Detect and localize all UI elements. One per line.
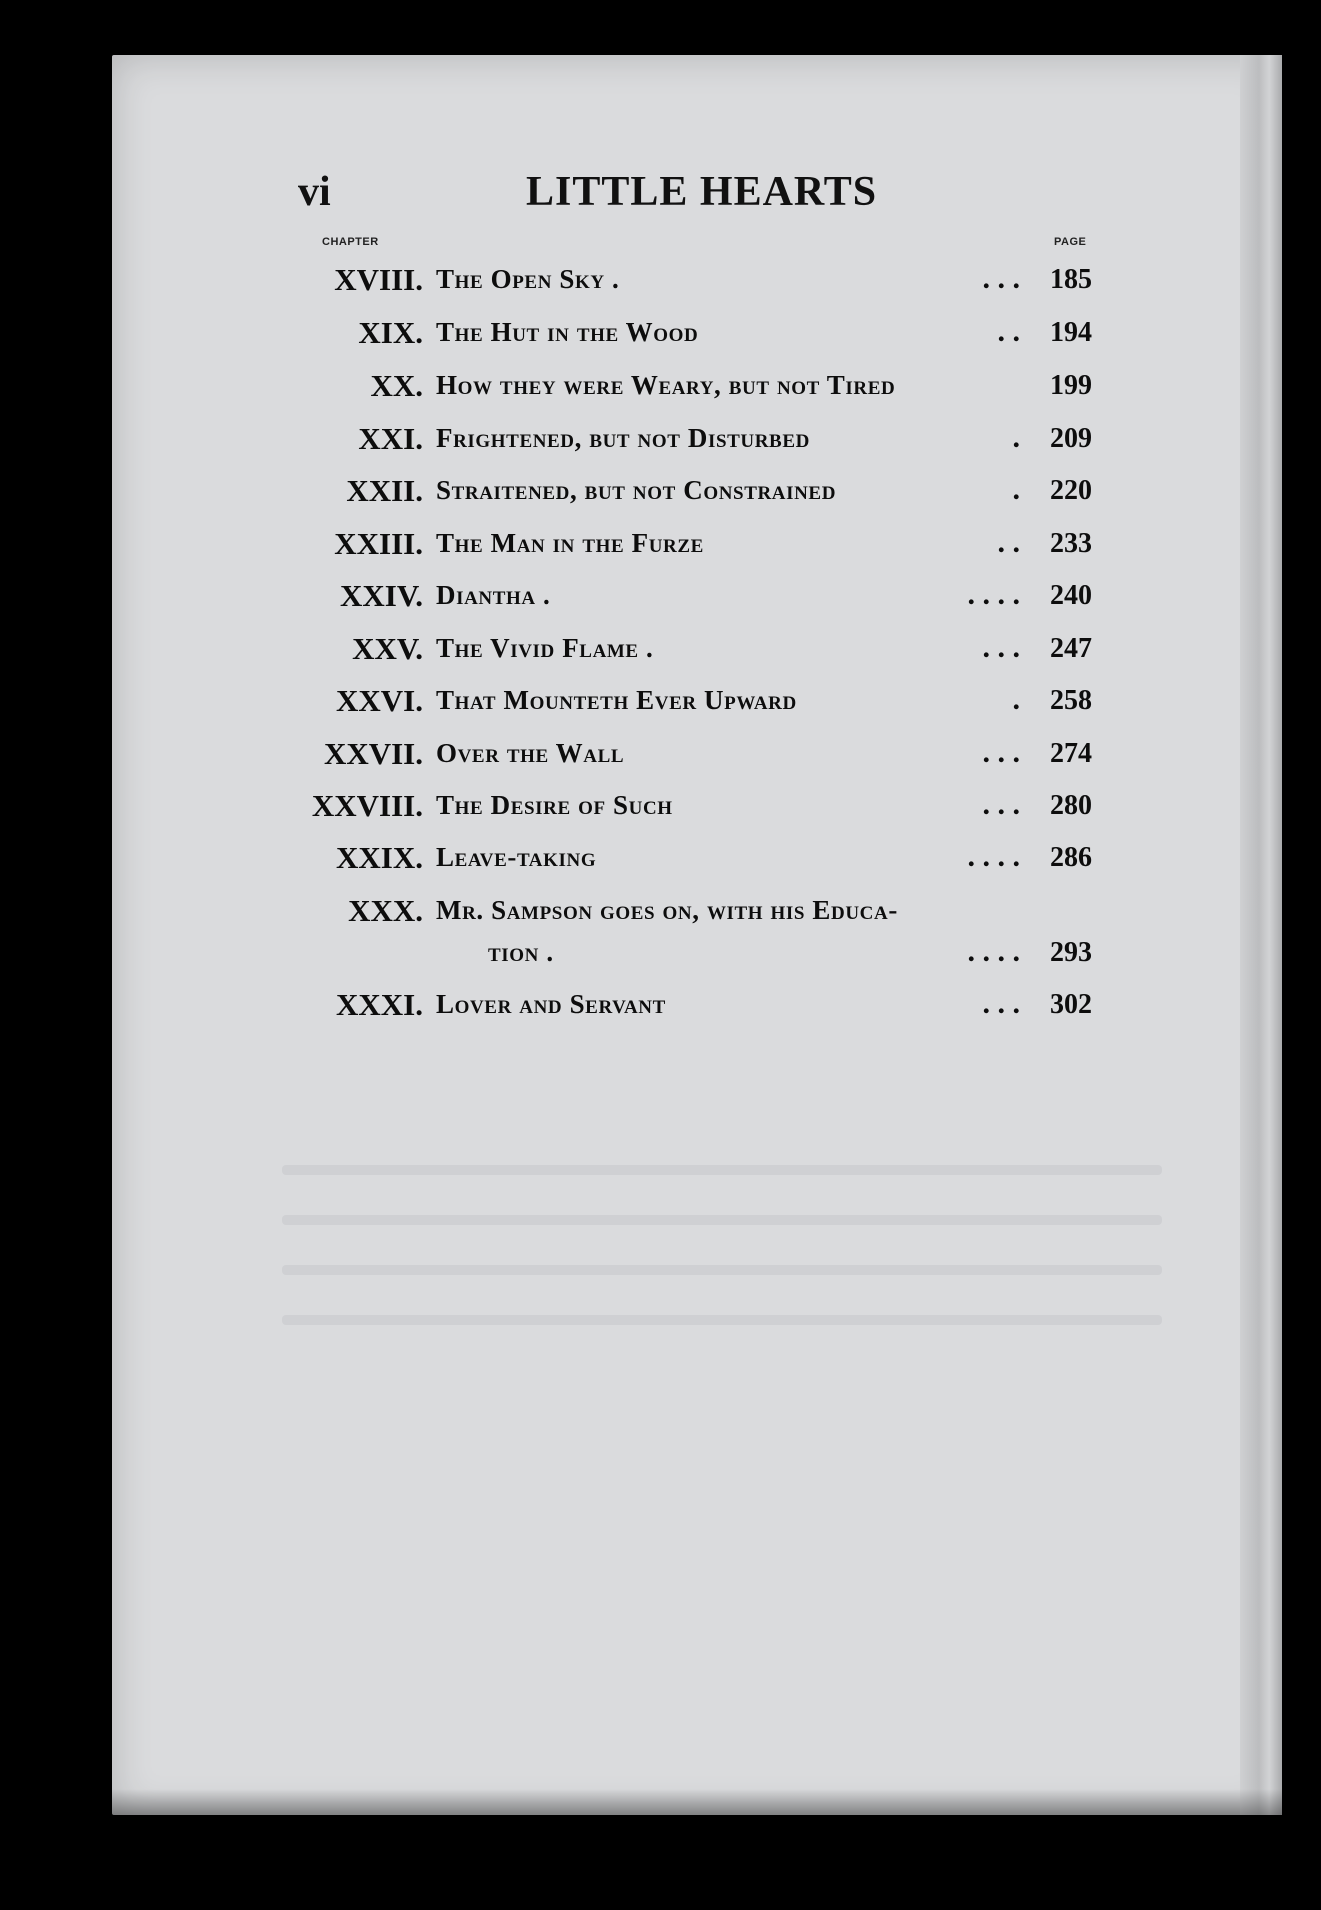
chapter-title: That Mounteth Ever Upward	[436, 685, 797, 715]
chapter-number: XXII.	[346, 473, 423, 508]
dot-leader: . . . .	[967, 935, 1020, 968]
dot-leader: .	[1012, 421, 1020, 454]
chapter-title: Straitened, but not Constrained	[436, 475, 837, 505]
dot-leader: .	[1012, 683, 1020, 716]
toc-entry	[0, 262, 1321, 306]
chapter-title: The Vivid Flame .	[436, 633, 654, 663]
dot-leader: . . .	[982, 987, 1020, 1020]
dot-leader: . . .	[982, 788, 1020, 821]
toc-entry	[0, 578, 1321, 622]
page-reference: 258	[1050, 685, 1092, 716]
chapter-number: XX.	[370, 368, 423, 403]
book-title: LITTLE HEARTS	[526, 169, 878, 215]
page-column-heading: PAGE	[1054, 236, 1087, 248]
page-bottom-shadow	[112, 1789, 1282, 1815]
dot-leader: . . . .	[967, 840, 1020, 873]
page-reference: 293	[1050, 937, 1092, 968]
chapter-title: Over the Wall	[436, 738, 625, 768]
toc-entry	[0, 987, 1321, 1031]
toc-entry	[0, 631, 1321, 675]
page-reference: 220	[1050, 475, 1092, 506]
page-number: vi	[298, 169, 331, 215]
page-reference: 286	[1050, 842, 1092, 873]
chapter-number: XIX.	[358, 315, 423, 350]
chapter-number: XXV.	[352, 631, 423, 666]
toc-entry	[0, 421, 1321, 465]
chapter-number: XXVII.	[323, 736, 423, 771]
chapter-title: Diantha .	[436, 580, 551, 610]
dot-leader: . . .	[982, 262, 1020, 295]
chapter-title: How they were Weary, but not Tired	[436, 370, 896, 400]
running-head	[298, 168, 1128, 224]
dot-leader: . . .	[982, 736, 1020, 769]
page-reference: 247	[1050, 633, 1092, 664]
chapter-title: tion .	[488, 937, 554, 967]
toc-entry	[0, 526, 1321, 570]
toc-entry	[0, 788, 1321, 832]
chapter-title: The Desire of Such	[436, 790, 673, 820]
chapter-title: Mr. Sampson goes on, with his Educa-	[436, 895, 898, 925]
dot-leader: .	[1012, 473, 1020, 506]
page-reference: 302	[1050, 989, 1092, 1020]
chapter-title: Frightened, but not Disturbed	[436, 423, 810, 453]
show-through-line	[282, 1315, 1162, 1325]
chapter-number: XXIV.	[340, 578, 423, 613]
toc-entry	[0, 840, 1321, 884]
chapter-number: XVIII.	[334, 262, 423, 297]
chapter-title: The Open Sky .	[436, 264, 620, 294]
chapter-title: Lover and Servant	[436, 989, 666, 1019]
dot-leader: . .	[997, 315, 1020, 348]
toc-entry	[0, 893, 1321, 937]
page-reference: 280	[1050, 790, 1092, 821]
page-reference: 185	[1050, 264, 1092, 295]
chapter-number: XXXI.	[336, 987, 423, 1022]
chapter-number: XXX.	[348, 893, 423, 928]
chapter-number: XXIX.	[336, 840, 423, 875]
show-through-line	[282, 1165, 1162, 1175]
page-reference: 233	[1050, 528, 1092, 559]
toc-entry	[0, 736, 1321, 780]
chapter-number: XXI.	[358, 421, 423, 456]
toc-entry	[0, 683, 1321, 727]
chapter-number: XXVI.	[336, 683, 423, 718]
toc-entry-continuation	[0, 935, 1321, 979]
chapter-title: The Hut in the Wood	[436, 317, 699, 347]
page-reference: 199	[1050, 370, 1092, 401]
page-reference: 209	[1050, 423, 1092, 454]
dot-leader: . .	[997, 526, 1020, 559]
chapter-number: XXVIII.	[311, 788, 423, 823]
chapter-number: XXIII.	[334, 526, 423, 561]
chapter-title: The Man in the Furze	[436, 528, 704, 558]
toc-entry	[0, 368, 1321, 412]
dot-leader: . . . .	[967, 578, 1020, 611]
dot-leader: . . .	[982, 631, 1020, 664]
show-through-line	[282, 1215, 1162, 1225]
toc-entry	[0, 473, 1321, 517]
page-reference: 274	[1050, 738, 1092, 769]
chapter-title: Leave-taking	[436, 842, 597, 872]
page-reference: 194	[1050, 317, 1092, 348]
chapter-column-heading: CHAPTER	[322, 236, 379, 248]
page-reference: 240	[1050, 580, 1092, 611]
toc-entry	[0, 315, 1321, 359]
show-through-line	[282, 1265, 1162, 1275]
